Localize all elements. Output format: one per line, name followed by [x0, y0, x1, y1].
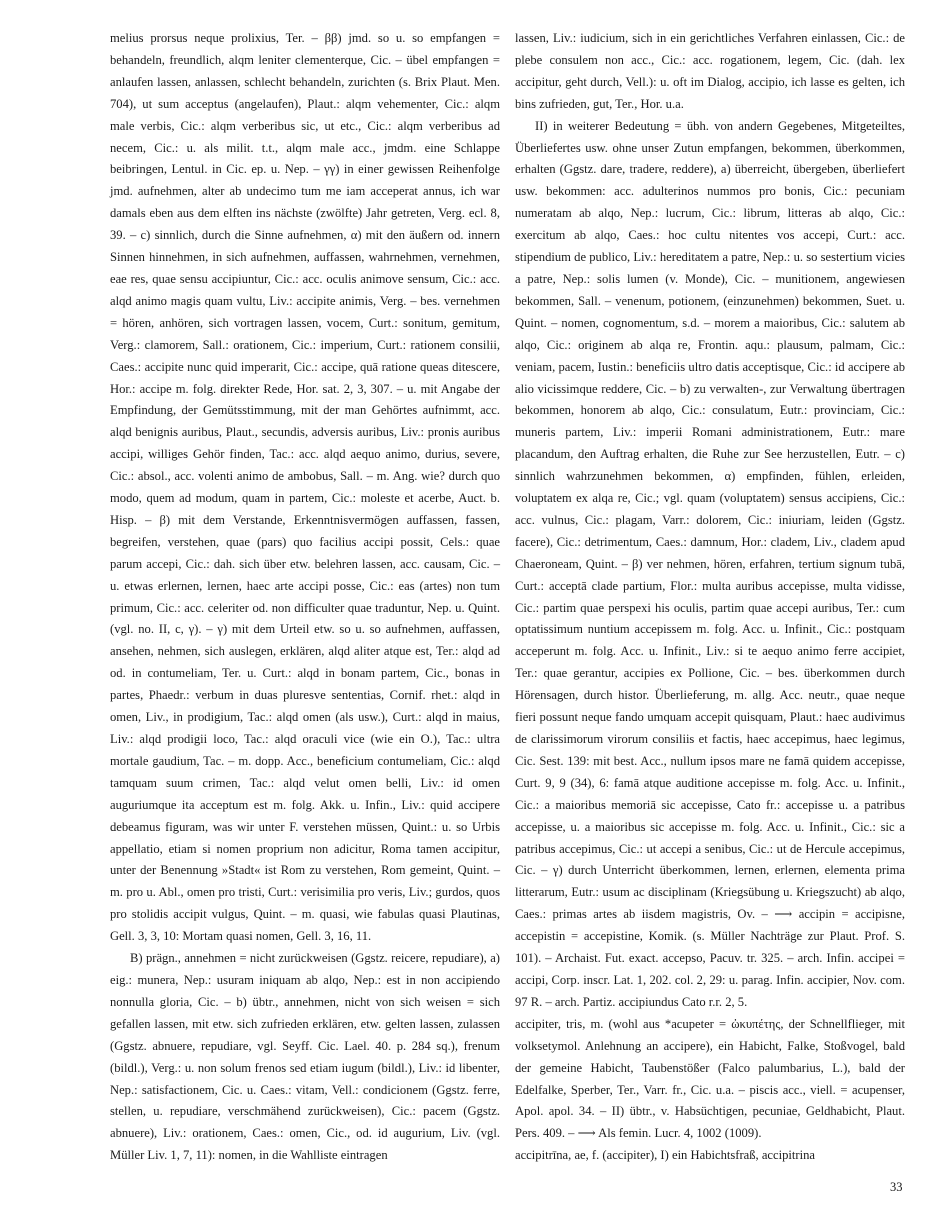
right-column	[515, 28, 905, 1167]
entry-paragraph: II) in weiterer Bedeutung = übh. von andern Gegebenes, Mitgeteiltes, Überliefertes usw. ohne unser Zutun empfangen, bekommen, überkommen, erhalten (Ggstz. dare, tradere, reddere), a) überreicht, übergeben, überliefert usw. bekommen: acc. adulterinos nummos pro bonis, Cic.: pecuniam numeratam ab alqo, Nep.: lucrum, Cic.: librum, litteras ab alqo, Cic.: exercitum ab alqo, Caes.: hoc cultu nitentes vos accepi, Curt.: acc. stipendium de publico, Liv.: hereditatem a patre, Nep.: u. so sestertium vicies a patre, Nep.: solis lumen (v. Monde), Cic. – munitionem, angewiesen bekommen, Sall. – venenum, potionem, (einzunehmen) bekommen, Suet. u. Quint. – nomen, cognomentum, s.d. – morem a maioribus, Cic.: salutem ab alqo, Cic.: originem ab alqa re, Frontin. aqu.: plausum, palmam, Cic.: veniam, pacem, Iustin.: beneficiis ultro datis acceptisque, Cic.: id accipere ab alio vicissimque reddere, Cic. – b) zu verwalten-, zur Verwaltung übertragen bekommen, honorem ab alqo, Cic.: consulatum, Eutr.: provinciam, Cic.: muneris partem, Liv.: imperii Romani administrationem, Eutr.: mare placandum, den Auftrag erhalten, die Ruhe zur See herzustellen, Eutr. – c) sinnlich wahrzunehmen bekommen, α) empfinden, fühlen, erleiden, voluptatem ex alqa re, Cic.; vgl. quam (voluptatem) sensus accipiens, Cic.: acc. vulnus, Cic.: plagam, Varr.: dolorem, Cic.: iniuriam, leiden (Ggstz. facere), Cic.: detrimentum, Caes.: damnum, Hor.: cladem, Liv., cladem apud Chaeroneam, Quint. – β) ver nehmen, hören, erfahren, tertium signum tubā, Curt.: acceptā clade partium, Flor.: multa auribus accepisse, multa vidisse, Cic.: partim quae perspexi his oculis, partim quae accepi auribus, Ter.: cum optatissimum nuntium accepissem m. folg. Acc. u. Infinit., Cic.: postquam acceperunt m. folg. Acc. u. Infinit., Liv.: si te aequo animo ferre accipiet, Ter.: quae gerantur, accipies ex Pollione, Cic. – bes. überkommen durch Hörensagen, durch histor. Überlieferung, m. allg. Acc. neutr., quae neque fieri possunt neque fando umquam accepit quisquam, Plaut.: haec audivimus de clarissimorum virorum consiliis et factis, haec accepimus, haec legimus, Cic. Sest. 139: mit best. Acc., nullum ipsos mare ne famā quidem accepisse, Curt. 9, 9 (34), 6: famā atque auditione accepisse m. folg. Acc. u. Infinit., Cic.: a maioribus memoriā sic accepisse, Cato fr.: accepisse u. a patribus accepisse, u. a maioribus sic accepisse m. folg. Acc. u. Infinit., Cic.: sic a patribus accepimus, Cic.: ut accepi a senibus, Cic.: ut de Hercule accepimus, Cic. – γ) durch Unterricht überkommen, lernen, erlernen, elementa prima litterarum, Eutr.: usum ac disciplinam (Kriegsübung u. Kriegszucht) ab alqo, Caes.: primas artes ab iisdem magistris, Ov. – ⟶ accipin = accipisne, accepistin = accepistine, Komik. (s. Müller Nachträge zur Plaut. Prof. S. 101). – Archaist. Fut. exact. accepso, Pacuv. tr. 325. – arch. Infin. accipei = accipi, Corp. inscr. Lat. 1, 202. col. 2, 29: u. parag. Infin. accipier, Nov. com. 97 R. – arch. Partiz. accipiundus Cato r.r. 2, 5.	[515, 118, 905, 1009]
entry-paragraph: melius prorsus neque prolixius, Ter. – ββ) jmd. so u. so empfangen = behandeln, freundlich, alqm leniter clementerque, Cic. – übel empfangen = anlaufen lassen, anlassen, schlecht behandeln, zurichten (s. Brix Plaut. Men. 704), ut sum acceptus (angelaufen), Plaut.: alqm vehementer, Cic.: alqm male verbis, Cic.: alqm verberibus sic, ut etc., Cic.: alqm verberibus ad necem, Cic.: u. als milit. t.t., alqm male acc., jmdm. eine Schlappe beibringen, Lentul. in Cic. ep. u. Nep. – γγ) in einer gewissen Reihenfolge jmd. aufnehmen, alter ab undecimo tum me iam acceperat annus, ich war damals eben aus dem elften ins nächste (zwölfte) Jahr getreten, Verg. ecl. 8, 39. – c) sinnlich, durch die Sinne aufnehmen, α) mit den äußern od. innern Sinnen hinnehmen, in sich aufnehmen, auffassen, wahrnehmen, vernehmen, eae res, quae sensu accipiuntur, Cic.: acc. oculis animove sensum, Cic.: acc. alqd animo magis quam vultu, Liv.: accipite animis, Verg. – bes. vernehmen = hören, anhören, sich vortragen lassen, vocem, Curt.: sonitum, gemitum, Verg.: clamorem, Sall.: orationem, Cic.: imperium, Curt.: rationem consilii, Caes.: accipite nunc quid imperarit, Cic.: accipe, quā ratione queas ditescere, Hor.: accipe m. folg. direkter Rede, Hor. sat. 2, 3, 307. – u. mit Angabe der Empfindung, der Gemütsstimmung, mit der man Gehörtes aufnimmt, acc. alqd benignis auribus, Plaut., secundis, adversis auribus, Liv.: pronis auribus accipi, williges Gehör finden, Tac.: acc. alqd aequo animo, durius, severe, Cic.: absol., acc. volenti animo de ambobus, Sall. – m. Ang. wie? durch quo modo, quem ad modum, quam in partem, Cic.: moleste et acerbe, Auct. b. Hisp. – β) mit dem Verstande, Erkenntnisvermögen auffassen, fassen, begreifen, verstehen, quae (pars) quo facilius accipi possit, Cels.: quae parum accepi, Cic.: dah. sich über etw. belehren lassen, acc. causam, Cic. – u. etwas erlernen, lernen, haec arte accipi posse, Cic.: eas (artes) non tum primum, Cic.: acc. celeriter od. non difficulter quae traduntur, Nep. u. Quint. (vgl. no. II, c, γ). – γ) mit dem Urteil etw. so u. so aufnehmen, auffassen, ansehen, nehmen, sich auslegen, erklären, alqd aliter atque est, Ter.: alqd ad od. in contumeliam, Ter. u. Curt.: alqd in bonam partem, Cic., bonas in partes, Phaedr.: verbum in duas pluresve sententias, Cornif. rhet.: alqd in omen, Liv., in prodigium, Tac.: alqd omen (als usw.), Curt.: alqd in maius, Liv.: alqd prodigii loco, Tac.: alqd oraculi vice (wie ein O.), Tac.: ultra mortale gaudium, Tac. – m. dopp. Acc., beneficium contumeliam, Cic.: alqd tamquam suum crimen, Tac.: alqd velut omen belli, Liv.: id omen auguriumque ita acceptum est m. folg. Akk. u. Infin., Liv.: quid accipere debeamus figuram, was wir unter F. verstehen müssen, Quint.: u. so Urbis appellatio, etiam si nomen proprium non adicitur, Roma tamen accipitur, unter der Benennung »Stadt« ist Rom zu verstehen, Rom gemeint, Quint. – m. pro u. Abl., omen pro tristi, Curt.: verisimilia pro veris, Liv.; gurdos, quos pro stolidis accipit vulgus, Quint. – m. quasi, wie fabulas quasi Plautinas, Gell. 3, 3, 10: Mortam quasi nomen, Gell. 3, 16, 11.	[110, 31, 500, 944]
entry-paragraph: B) prägn., annehmen = nicht zurückweisen (Ggstz. reicere, repudiare), a) eig.: munera, Nep.: usuram iniquam ab alqo, Nep.: est in non accipiendo nonnulla gloria, Cic. – b) übtr., annehmen, nicht von sich weisen = sich gefallen lassen, mit etw. sich zufrieden erklären, etw. gelten lassen, zulassen (Ggstz. abnuere, repudiare, vgl. Seyff. Cic. Lael. 40. p. 284 sq.), frenum (bildl.), Verg.: u. non solum frenos sed etiam iugum (bildl.), Liv.: id libenter, Nep.: satisfactionem, Cic. u. Caes.: vitam, Vell.: condicionem (Ggstz. ferre, stellen, u. repudiare, verschmähend zurückweisen), Cic.: pacem (Ggstz. abnuere), Liv.: orationem, Caes.: omen, Cic., od. id augurium, Liv. (vgl. Müller Liv. 1, 7, 11): nomen, in die Wahlliste eintragen	[110, 951, 500, 1163]
entry-accipiter: accipiter, tris, m. (wohl aus *acupeter = ὠκυπέτης, der Schnellflieger, mit volksetymol. Anlehnung an accipere), ein Habicht, Falke, Stoßvogel, bald der gemeine Habicht, Taubenstößer (Falco palumbarius, L.), bald der Edelfalke, Sperber, Ter., Varr. fr., Cic. u.a. – piscis acc., viell. = acupenser, Apol. apol. 34. – II) übtr., v. Habsüchtigen, pecuniae, Geldhabicht, Plaut. Pers. 409. – ⟶ Als femin. Lucr. 4, 1002 (1009).	[515, 1016, 905, 1141]
entry-paragraph: lassen, Liv.: iudicium, sich in ein gerichtliches Verfahren einlassen, Cic.: de plebe consulem non acc., Cic.: acc. rogationem, legem, Cic. (dah. lex accipitur, geht durch, Vell.): u. oft im Dialog, accipio, ich lasse es gelten, ich bins zufrieden, gut, Ter., Hor. u.a.	[515, 31, 905, 111]
entry-accipitrina: accipitrīna, ae, f. (accipiter), I) ein Habichtsfraß, accipitrina	[515, 1148, 815, 1163]
left-column	[110, 28, 500, 1167]
page-number: 33	[890, 1180, 903, 1194]
